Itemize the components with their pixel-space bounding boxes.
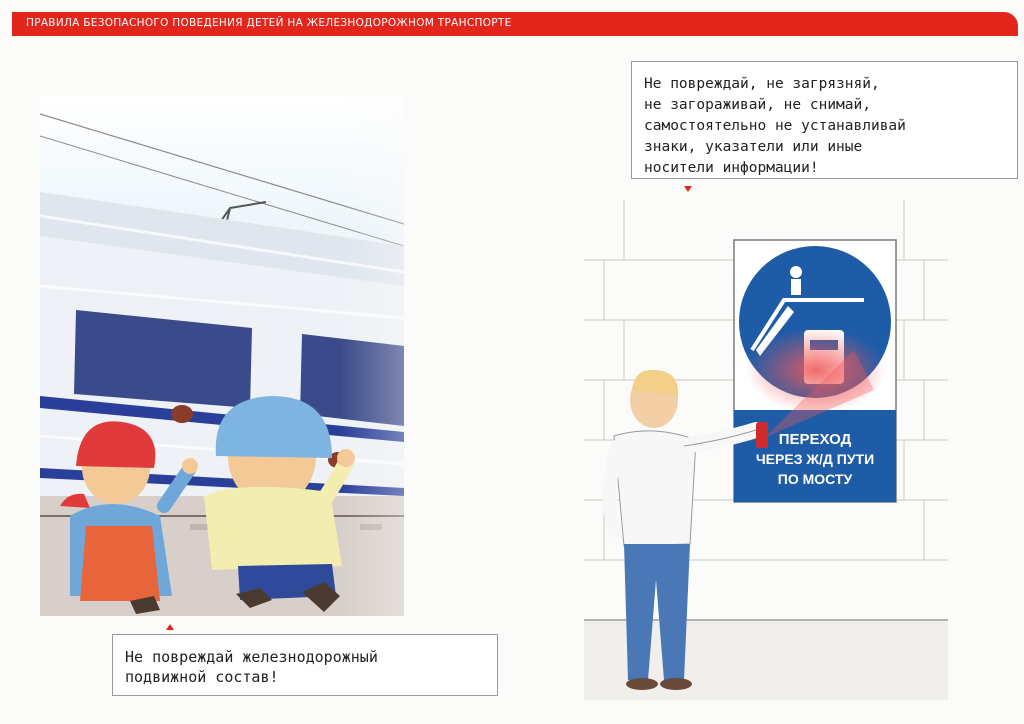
caption-right-line-2: не загораживай, не снимай,	[644, 97, 871, 113]
caption-right-line-3: самостоятельно не устанавливай	[644, 118, 906, 134]
caption-pointer-right	[684, 186, 692, 192]
caption-left-line-1: Не повреждай железнодорожный	[125, 648, 378, 666]
vandalism-sign-illustration	[584, 200, 948, 700]
sign-line-1: ПЕРЕХОД	[778, 431, 852, 448]
caption-right-line-5: носители информации!	[644, 160, 819, 176]
train-children-illustration	[40, 96, 404, 616]
caption-right-line-4: знаки, указатели или иные	[644, 139, 863, 155]
caption-left	[112, 634, 498, 696]
caption-pointer-left	[166, 624, 174, 630]
caption-right-line-1: Не повреждай, не загрязняй,	[644, 76, 880, 92]
caption-right	[631, 61, 1018, 179]
caption-left-line-2: подвижной состав!	[125, 668, 279, 686]
header-title: ПРАВИЛА БЕЗОПАСНОГО ПОВЕДЕНИЯ ДЕТЕЙ НА ЖЕЛЕЗНОДОРОЖНОМ ТРАНСПОРТЕ	[26, 17, 512, 29]
sign-line-2: ЧЕРЕЗ Ж/Д ПУТИ	[755, 451, 875, 467]
header-bar	[12, 12, 1018, 36]
sign-line-3: ПО МОСТУ	[777, 471, 853, 487]
